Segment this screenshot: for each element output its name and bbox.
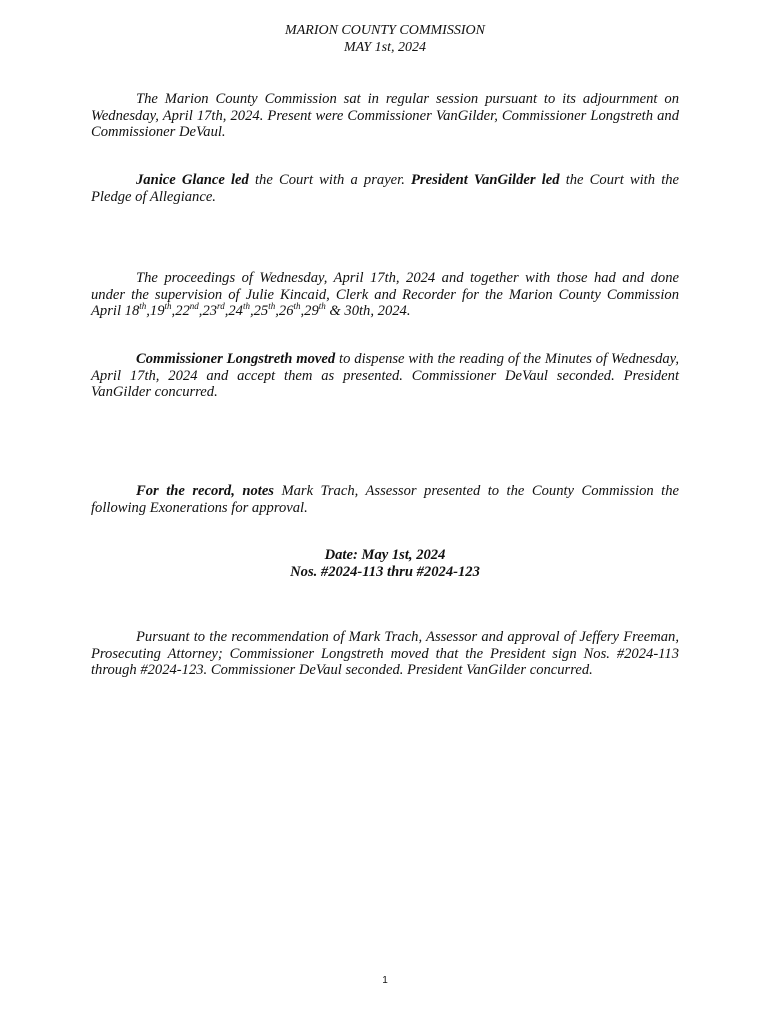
bold-phrase-record: For the record, notes — [136, 483, 274, 499]
date-item: 22nd, — [175, 301, 203, 320]
bold-phrase-pledge: President VanGilder led — [411, 172, 560, 188]
page-number: 1 — [382, 975, 388, 986]
paragraph-text: the Court with the Pledge of Allegiance. — [91, 172, 680, 205]
paragraph-text: Mark Trach, Assessor presented to the County Commission the following Exonerations for approval. — [91, 483, 679, 516]
date-item: 23rd, — [202, 301, 229, 320]
header-title: MARION COUNTY COMMISSION — [285, 23, 485, 38]
paragraph-text: The proceedings of Wednesday, April 17th, 2024 and together with those had and done under the supervision of Julie Kincaid, Clerk and Recorder for the Marion County Commission April — [91, 270, 679, 320]
date-item: 25th, — [253, 301, 279, 320]
date-item: 24th, — [228, 301, 254, 320]
exoneration-numbers: Nos. #2024-113 thru #2024-123 — [290, 564, 480, 580]
paragraph-minutes-motion — [91, 351, 679, 401]
date-item: 19th, — [149, 301, 176, 320]
paragraph-prayer-pledge — [91, 172, 679, 205]
exoneration-date: Date: May 1st, 2024 — [324, 547, 446, 563]
paragraph-text: The Marion County Commission sat in regular session pursuant to its adjournment on Wednesday, April 17th, 2024. Present were Commissioner VanGilder, Commissioner Longstreth and Commissioner DeVaul. — [91, 91, 679, 141]
header-date: MAY 1st, 2024 — [343, 40, 427, 55]
document-header — [0, 22, 770, 56]
date-item: 18th, — [124, 301, 150, 320]
paragraph-exonerations-record — [91, 483, 679, 516]
bold-phrase-prayer: Janice Glance led — [136, 172, 249, 188]
exoneration-block — [0, 547, 770, 581]
paragraph-exonerations-motion — [91, 629, 679, 679]
paragraph-text: Pursuant to the recommendation of Mark Trach, Assessor and approval of Jeffery Freeman, Prosecuting Attorney; Commissioner Longstreth moved that the President sign Nos. #2024-113 through #2024-123. Commissioner DeVaul seconded. President VanGilder concurred. — [91, 629, 679, 679]
paragraph-text: the Court with a prayer. — [248, 172, 412, 188]
date-item: 29th — [304, 301, 326, 320]
date-item: 26th, — [278, 301, 305, 320]
paragraph-session-opening — [91, 91, 679, 141]
paragraph-text: & 30th, 2024. — [325, 303, 411, 320]
paragraph-text: to dispense with the reading of the Minutes of Wednesday, April 17th, 2024 and accept them as presented. Commissioner DeVaul seconded. President VanGilder concurred. — [91, 351, 679, 401]
paragraph-proceedings — [91, 270, 679, 320]
bold-phrase-motion: Commissioner Longstreth moved — [136, 351, 336, 367]
date-list — [125, 303, 326, 319]
